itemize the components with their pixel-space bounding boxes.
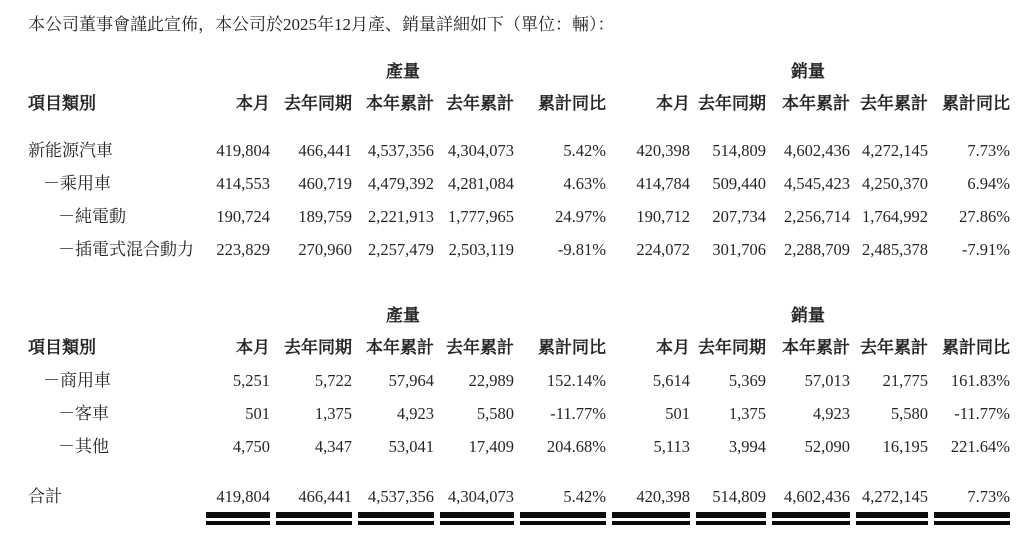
commercial-production-sales-table [28, 300, 1010, 525]
sales-value: 4,602,436 [784, 141, 851, 160]
double-rule [612, 512, 690, 525]
group-header-spacer [28, 300, 200, 326]
sales-total-value [928, 457, 1010, 525]
production-total-value [200, 457, 270, 525]
production-value: 2,503,119 [448, 240, 514, 259]
row-label: －乘用車 [43, 174, 111, 193]
sales-value: -11.77% [954, 404, 1011, 423]
production-total-text: 419,804 [216, 487, 270, 506]
sales-total-value [766, 457, 850, 525]
production-value: 53,041 [388, 437, 434, 456]
sales-value: 16,195 [882, 437, 929, 456]
production-value: 24.97% [555, 207, 607, 226]
production-total-text: 4,304,073 [448, 487, 514, 506]
production-group-header: 產量 [386, 306, 420, 325]
sales-value: 1,375 [728, 404, 767, 423]
production-value: 4.63% [563, 174, 607, 193]
production-value: 4,281,084 [448, 174, 514, 193]
double-rule [934, 512, 1010, 525]
intro-text: 本公司董事會謹此宣佈，本公司於2025年12月產、銷量詳細如下（單位：輛）： [28, 15, 615, 34]
sales-value: 5,580 [890, 404, 929, 423]
row-label: 新能源汽車 [28, 141, 113, 160]
production-value: 22,989 [468, 371, 514, 390]
production-value: 152.14% [546, 371, 607, 390]
production-total-value [352, 457, 434, 525]
row-label: －客車 [58, 404, 109, 423]
production-value: 17,409 [468, 437, 514, 456]
sales-value: 3,994 [728, 437, 767, 456]
column-header-row [28, 82, 1010, 114]
production-value: 270,960 [298, 240, 352, 259]
nev-production-sales-table [28, 56, 1010, 260]
sales-total-value [606, 457, 690, 525]
sales-value: 5,113 [653, 437, 691, 456]
row-label: －商用車 [43, 371, 111, 390]
total-label: 合計 [28, 487, 62, 506]
production-total-text: 4,537,356 [368, 487, 434, 506]
sales-total-text: 4,602,436 [784, 487, 851, 506]
sales-value: 509,440 [712, 174, 767, 193]
sales-value: 57,013 [804, 371, 851, 390]
column-header-row [28, 326, 1010, 358]
sales-total-value [850, 457, 928, 525]
production-last-ytd-header: 去年累計 [446, 338, 514, 357]
production-last-ytd-header: 去年累計 [446, 94, 514, 113]
production-last-year-period-header: 去年同期 [284, 94, 352, 113]
sales-value: 21,775 [882, 371, 929, 390]
production-value: 5.42% [563, 141, 607, 160]
production-month-header: 本月 [236, 338, 270, 357]
production-value: 4,750 [232, 437, 270, 456]
production-value: 1,375 [314, 404, 352, 423]
double-rule [856, 512, 928, 525]
sales-total-text: 514,809 [712, 487, 767, 506]
production-value: 1,777,965 [448, 207, 514, 226]
table-row [28, 161, 1010, 194]
production-value: 4,537,356 [368, 141, 434, 160]
production-ytd-header: 本年累計 [366, 94, 434, 113]
production-value: 57,964 [388, 371, 434, 390]
sales-yoy-header: 累計同比 [942, 94, 1011, 113]
sales-value: 5,614 [652, 371, 691, 390]
production-value: -11.77% [550, 404, 607, 423]
table-row [28, 391, 1010, 424]
production-value: 460,719 [298, 174, 352, 193]
sales-value: 1,764,992 [862, 207, 929, 226]
production-total-text: 466,441 [298, 487, 352, 506]
sales-total-text: 7.73% [967, 487, 1011, 506]
production-value: 5,251 [232, 371, 270, 390]
sales-month-header: 本月 [656, 338, 691, 357]
production-month-header: 本月 [236, 94, 270, 113]
sales-total-text: 420,398 [636, 487, 691, 506]
production-value: 223,829 [216, 240, 270, 259]
row-label: －純電動 [58, 207, 126, 226]
sales-last-ytd-header: 去年累計 [860, 94, 929, 113]
production-value: 190,724 [216, 207, 270, 226]
production-value: 4,304,073 [448, 141, 514, 160]
double-rule [696, 512, 766, 525]
sales-group-header: 銷量 [791, 306, 826, 325]
production-value: 2,257,479 [368, 240, 434, 259]
double-rule [358, 512, 434, 525]
sales-value: -7.91% [961, 240, 1011, 259]
sales-value: 4,545,423 [784, 174, 851, 193]
sales-value: 2,288,709 [784, 240, 851, 259]
table-row [28, 194, 1010, 227]
production-value: 4,479,392 [368, 174, 434, 193]
sales-value: 5,369 [728, 371, 767, 390]
production-value: 2,221,913 [368, 207, 434, 226]
double-rule [276, 512, 352, 525]
sales-last-year-period-header: 去年同期 [698, 94, 767, 113]
sales-value: 2,485,378 [862, 240, 929, 259]
sales-value: 514,809 [712, 141, 767, 160]
double-rule [206, 512, 270, 525]
sales-total-value [690, 457, 766, 525]
sales-value: 27.86% [959, 207, 1011, 226]
production-value: 414,553 [216, 174, 270, 193]
sales-value: 301,706 [712, 240, 767, 259]
production-value: 4,347 [314, 437, 352, 456]
sales-last-year-period-header: 去年同期 [698, 338, 767, 357]
sales-ytd-header: 本年累計 [782, 94, 851, 113]
table-row [28, 424, 1010, 457]
sales-value: 420,398 [636, 141, 691, 160]
production-group-header: 產量 [386, 62, 420, 81]
sales-value: 6.94% [967, 174, 1011, 193]
sales-value: 4,250,370 [862, 174, 929, 193]
sales-value: 190,712 [636, 207, 691, 226]
production-value: 466,441 [298, 141, 352, 160]
table-row [28, 358, 1010, 391]
production-yoy-header: 累計同比 [538, 94, 607, 113]
double-rule [772, 512, 850, 525]
sales-total-text: 4,272,145 [862, 487, 929, 506]
row-label: －其他 [58, 437, 109, 456]
total-row [28, 457, 1010, 525]
double-rule [520, 512, 606, 525]
production-value: 501 [245, 404, 270, 423]
category-column-header: 項目類別 [28, 338, 96, 357]
group-header-row [28, 300, 1010, 326]
sales-value: 224,072 [636, 240, 691, 259]
group-header-row [28, 56, 1010, 82]
production-total-value [434, 457, 514, 525]
sales-group-header: 銷量 [791, 62, 826, 81]
sales-yoy-header: 累計同比 [942, 338, 1011, 357]
sales-value: 4,272,145 [862, 141, 929, 160]
production-last-year-period-header: 去年同期 [284, 338, 352, 357]
sales-value: 161.83% [950, 371, 1011, 390]
sales-value: 221.64% [950, 437, 1011, 456]
sales-ytd-header: 本年累計 [782, 338, 851, 357]
production-value: 5,722 [314, 371, 352, 390]
sales-last-ytd-header: 去年累計 [860, 338, 929, 357]
production-total-value [270, 457, 352, 525]
production-yoy-header: 累計同比 [538, 338, 607, 357]
sales-value: 501 [665, 404, 691, 423]
production-value: 4,923 [396, 404, 434, 423]
row-label: －插電式混合動力 [58, 240, 194, 259]
sales-value: 2,256,714 [784, 207, 851, 226]
sales-value: 7.73% [967, 141, 1011, 160]
production-total-value [514, 457, 606, 525]
production-value: 5,580 [476, 404, 514, 423]
production-ytd-header: 本年累計 [366, 338, 434, 357]
production-value: 419,804 [216, 141, 270, 160]
category-column-header: 項目類別 [28, 94, 96, 113]
sales-value: 52,090 [804, 437, 851, 456]
production-total-text: 5.42% [563, 487, 607, 506]
group-header-spacer [28, 56, 200, 82]
sales-value: 207,734 [712, 207, 767, 226]
table-row [28, 227, 1010, 260]
double-rule [440, 512, 514, 525]
production-value: -9.81% [557, 240, 607, 259]
sales-value: 4,923 [812, 404, 851, 423]
sales-month-header: 本月 [656, 94, 691, 113]
table-row [28, 114, 1010, 161]
production-value: 189,759 [298, 207, 352, 226]
sales-value: 414,784 [636, 174, 691, 193]
production-value: 204.68% [546, 437, 607, 456]
